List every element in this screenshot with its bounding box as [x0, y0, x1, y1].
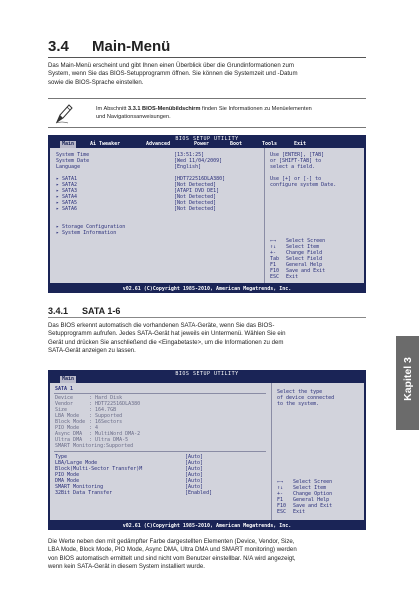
key-hint: +- Change Option [277, 491, 333, 497]
help-line: select a field. [270, 164, 316, 170]
bios-settings-list: System Time [13:51:25] System Date [Wed 11/04/2009] Language [English] ▸ SATA1 [HDT722516DLA380] ▸ SATA2 [Not Detected] ▸ SATA3 [ATAPI DVD DE1] ▸ SATA4 [Not Detected] ▸ SATA5 [Not Detected] ▸ SATA6 [Not Detected] ▸ Storage Configuration ▸ System Information [56, 152, 226, 236]
note-text [96, 105, 358, 121]
sata-line: Setupprogramm aufrufen. Jedes SATA-Gerät hat jeweils ein Untermenü. Wählen Sie ein [48, 330, 286, 338]
section-divider [48, 57, 366, 58]
sata-heading: SATA 1 [55, 386, 74, 392]
help-line: of device connected [277, 395, 335, 401]
intro-line: System, wenn Sie das BIOS-Setupprogramm öffnen. Sie können die Systemzeit und -Datum [48, 70, 298, 78]
bios-footer: v02.61 (C)Copyright 1985-2010, American Megatrends, Inc. [122, 286, 292, 292]
outro-line: Die Werte neben den mit gedämpfter Farbe dargestellten Elementen (Device, Vendor, Size, [48, 538, 295, 545]
key-hint: F10 Save and Exit [277, 503, 333, 509]
sata-line: Das BIOS erkennt automatisch die vorhandenen SATA-Geräte, wenn Sie das BIOS- [48, 322, 275, 329]
note-line2: und Navigationsanweisungen. [96, 114, 171, 120]
note-box [48, 98, 366, 128]
help-line: configure system Date. [270, 182, 337, 188]
bios-utility-title: BIOS SETUP UTILITY [175, 371, 239, 377]
bios-help-panel [264, 148, 364, 283]
bios-menu-bar [48, 376, 366, 383]
divider [54, 451, 266, 452]
key-hint: F1 General Help [270, 262, 323, 268]
section-heading: Main-Menü [92, 38, 171, 55]
menu-advanced[interactable]: Advanced [146, 141, 171, 147]
subsection-divider [48, 317, 366, 318]
bios-utility-title: BIOS SETUP UTILITY [175, 136, 239, 142]
outro-paragraph [48, 538, 366, 572]
bios-footer: v02.61 (C)Copyright 1985-2010, American Megatrends, Inc. [122, 523, 292, 529]
key-hint: F10 Save and Exit [270, 268, 326, 274]
section-number: 3.4 [48, 38, 69, 55]
bios-menu-bar [48, 141, 366, 148]
key-hint: ESC Exit [277, 509, 306, 515]
outro-line: wenn kein SATA-Gerät in diesem System installiert wurde. [48, 563, 205, 571]
section-title [48, 38, 378, 56]
chapter-tab-label: Kapitel 3 [402, 357, 414, 401]
sata-line: Gerät und drücken Sie anschließend die <Eingabetaste>, um die Informationen zu dem [48, 338, 284, 346]
key-hint: ←→ Select Screen [277, 479, 333, 485]
key-hint: +- Change Field [270, 250, 323, 256]
note-prefix: Im Abschnitt [96, 106, 129, 112]
bios-sata-screen [48, 370, 366, 530]
outro-line: LBA Mode, Block Mode, PIO Mode, Async DMA, Ultra DMA und SMART monitoring) werden [48, 546, 297, 554]
pen-icon [54, 102, 74, 124]
key-hint: ↑↓ Select Item [270, 244, 320, 250]
bios-help-panel [271, 383, 364, 520]
menu-tools[interactable]: Tools [262, 141, 278, 147]
divider [54, 393, 266, 394]
intro-paragraph [48, 62, 366, 87]
sata-paragraph [48, 322, 366, 356]
menu-main[interactable]: Main [62, 376, 75, 382]
menu-power[interactable]: Power [194, 141, 210, 147]
key-hint: ←→ Select Screen [270, 238, 326, 244]
help-line: Use [ENTER], [TAB] [270, 152, 325, 158]
bios-sata-details: SATA 1 Device : Hard Disk Vendor : HDT722516DLA380 Size : 164.7GB LBA Mode : Supported Block Mode : 16Sectors PIO Mode : 4 Async DMA : MultiWord DMA-2 Ultra DMA : Ultra DMA-5 SMART Monitoring :Supported Type [Auto] LBA/Large Mode [Auto] Block(Multi-Sector Transfer)M [Auto] PIO Mode [Auto] DMA Mode [Auto] SMART Monitoring [Auto] 32Bit Data Transfer [Enabled] [50, 383, 270, 520]
bios-main-screen [48, 135, 366, 293]
help-line: Select the type [277, 389, 323, 395]
bios-panel [50, 148, 364, 283]
outro-line: von BIOS automatisch ermittelt und sind nicht vom Benutzer einstellbar. N/A wird angezeigt, [48, 554, 296, 562]
menu-main[interactable]: Main [62, 141, 75, 147]
intro-line: sowie die BIOS-Sprache einstellen. [48, 78, 144, 86]
bios-panel [50, 383, 364, 520]
key-hint: F1 General Help [277, 497, 330, 503]
help-line: Use [+] or [-] to [270, 176, 322, 182]
key-hint: ESC Exit [270, 274, 299, 280]
sata-line: SATA-Gerät anzeigen zu lassen. [48, 347, 136, 355]
key-hint: ↑↓ Select Item [277, 485, 327, 491]
menu-boot[interactable]: Boot [230, 141, 243, 147]
subsection-number: 3.4.1 [48, 306, 69, 316]
menu-ai-tweaker[interactable]: Ai Tweaker [90, 141, 121, 147]
help-line: or [SHIFT-TAB] to [270, 158, 322, 164]
chapter-tab [396, 336, 419, 430]
note-reference: 3.3.1 BIOS-Menübildschirm [128, 106, 201, 112]
subsection-heading: SATA 1-6 [82, 306, 121, 316]
subsection-title [48, 306, 120, 316]
note-rest: finden Sie Informationen zu Menüelementen [200, 106, 312, 112]
intro-line: Das Main-Menü erscheint und gibt Ihnen einen Überblick über die Grundinformationen zum [48, 62, 294, 69]
key-hint: Tab Select Field [270, 256, 323, 262]
help-line: to the system. [277, 401, 320, 407]
menu-exit[interactable]: Exit [294, 141, 307, 147]
